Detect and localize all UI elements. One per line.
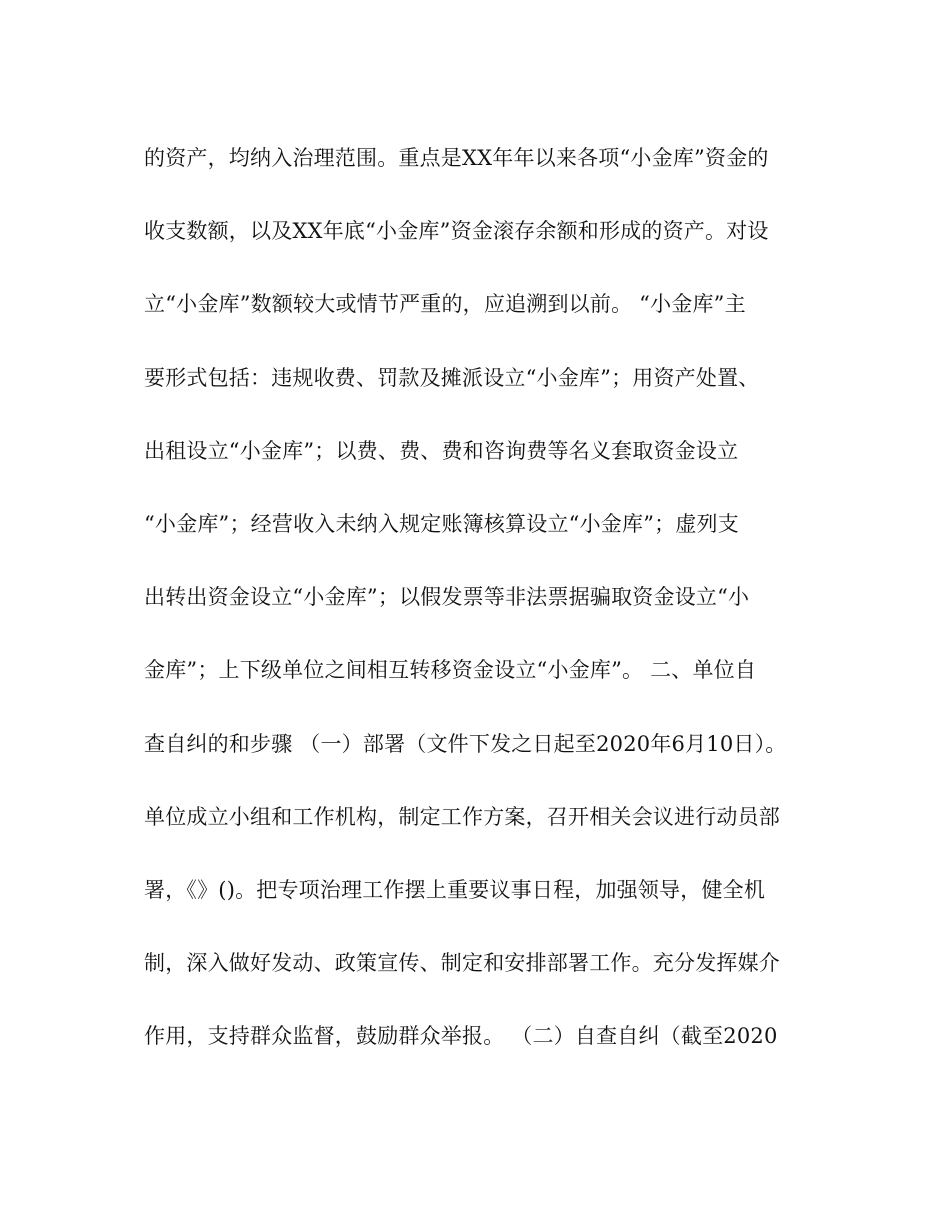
- document-body-text: [144, 138, 824, 1089]
- text-line: 立“小金库”数额较大或情节严重的，应追溯到以前。 “小金库”主: [144, 292, 746, 317]
- text-line: 单位成立小组和工作机构，制定工作方案，召开相关会议进行动员部: [144, 804, 780, 829]
- text-line: 金库”；上下级单位之间相互转移资金设立“小金库”。 二、单位自: [144, 658, 757, 683]
- text-line: 署，《》()。把专项治理工作摆上重要议事日程，加强领导，健全机: [144, 877, 766, 902]
- text-line: 收支数额，以及XX年底“小金库”资金滚存余额和形成的资产。对设: [144, 219, 769, 244]
- text-line: 查自纠的和步骤 （一）部署（文件下发之日起至2020年6月10日）。: [144, 731, 787, 756]
- text-line: 制，深入做好发动、政策宣传、制定和安排部署工作。充分发挥媒介: [144, 951, 780, 976]
- text-line: 出租设立“小金库”；以费、费、费和咨询费等名义套取资金设立: [144, 438, 739, 463]
- text-line: “小金库”；经营收入未纳入规定账簿核算设立“小金库”；虚列支: [144, 511, 739, 536]
- text-line: 出转出资金设立“小金库”；以假发票等非法票据骗取资金设立“小: [144, 585, 750, 610]
- text-line: 作用，支持群众监督，鼓励群众举报。 （二）自查自纠（截至2020: [144, 1024, 778, 1049]
- text-line: 的资产，均纳入治理范围。重点是XX年年以来各项“小金库”资金的: [144, 146, 769, 170]
- text-line: 要形式包括：违规收费、罚款及摊派设立“小金库”；用资产处置、: [144, 365, 760, 390]
